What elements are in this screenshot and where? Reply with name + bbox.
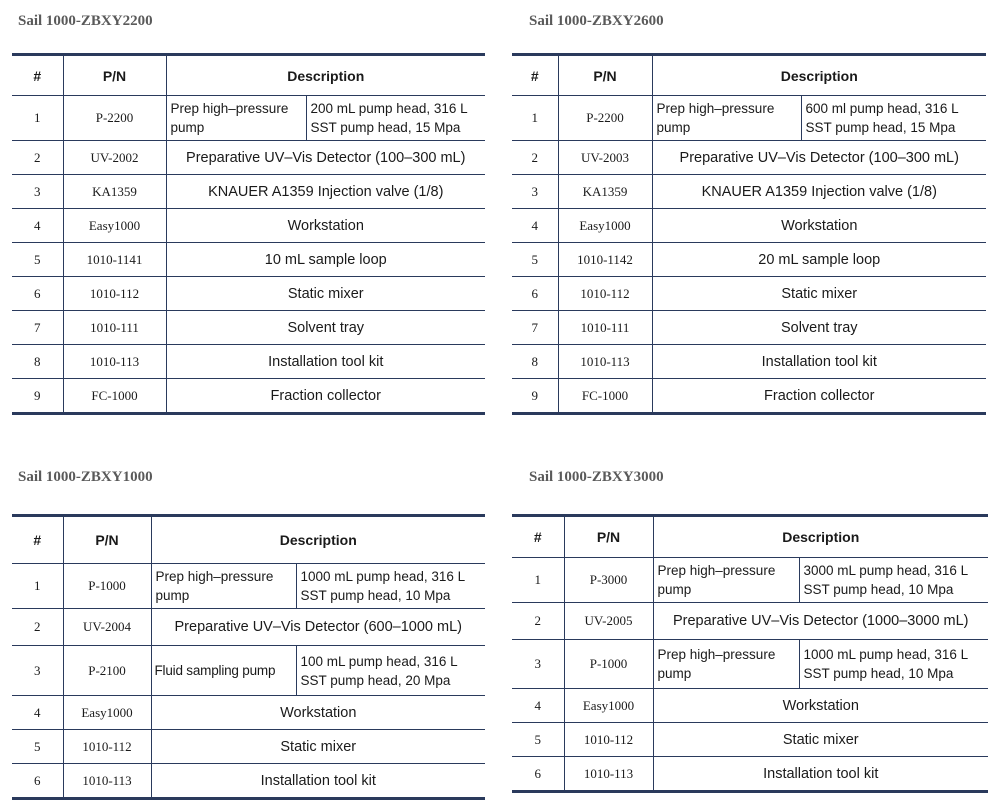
description: Installation tool kit bbox=[652, 345, 986, 379]
parts-block-zbxy2600 bbox=[512, 10, 986, 415]
description: Installation tool kit bbox=[151, 764, 485, 799]
row-number: 7 bbox=[34, 319, 41, 335]
part-number: 1010-112 bbox=[63, 730, 151, 764]
parts-block-zbxy2200 bbox=[12, 10, 485, 415]
row-number: 1 bbox=[531, 110, 538, 125]
description: Solvent tray bbox=[166, 311, 485, 345]
description: Preparative UV–Vis Detector (100–300 mL) bbox=[652, 141, 986, 175]
table-row bbox=[12, 764, 485, 799]
part-number: Easy1000 bbox=[63, 696, 151, 730]
row-number: 3 bbox=[34, 183, 41, 199]
part-number: Easy1000 bbox=[558, 209, 652, 243]
row-number: 6 bbox=[34, 285, 41, 301]
table-row bbox=[12, 564, 485, 609]
row-number: 1 bbox=[534, 572, 541, 587]
header-row bbox=[512, 55, 986, 96]
row-number: 5 bbox=[534, 731, 541, 747]
part-number: P-1000 bbox=[63, 564, 151, 609]
row-number: 4 bbox=[534, 697, 541, 713]
component-name: Prep high–pressure pump bbox=[166, 96, 306, 141]
part-number: P-2200 bbox=[558, 96, 652, 141]
table-row bbox=[12, 696, 485, 730]
header-description: Description bbox=[653, 516, 988, 558]
parts-table bbox=[12, 53, 485, 415]
component-spec: 600 ml pump head, 316 L SST pump head, 15 Mpa bbox=[801, 96, 986, 141]
table-row bbox=[12, 141, 485, 175]
description: Workstation bbox=[151, 696, 485, 730]
row-number: 1 bbox=[34, 578, 41, 593]
part-number: Easy1000 bbox=[564, 689, 653, 723]
description: 10 mL sample loop bbox=[166, 243, 485, 277]
row-number: 4 bbox=[531, 217, 538, 233]
component-spec: 1000 mL pump head, 316 L SST pump head, 10 Mpa bbox=[799, 640, 988, 689]
part-number: 1010-111 bbox=[63, 311, 166, 345]
part-number: P-3000 bbox=[564, 558, 653, 603]
part-number: KA1359 bbox=[558, 175, 652, 209]
part-number: Easy1000 bbox=[63, 209, 166, 243]
part-number: 1010-112 bbox=[564, 723, 653, 757]
table-row bbox=[512, 345, 986, 379]
header-part-number: P/N bbox=[564, 516, 653, 558]
table-row bbox=[512, 209, 986, 243]
description: Fraction collector bbox=[652, 379, 986, 414]
table-row bbox=[512, 96, 986, 141]
description: Workstation bbox=[166, 209, 485, 243]
part-number: FC-1000 bbox=[63, 379, 166, 414]
header-row bbox=[12, 516, 485, 564]
description: Preparative UV–Vis Detector (1000–3000 mL) bbox=[653, 603, 988, 640]
row-number: 6 bbox=[34, 772, 41, 788]
header-number: # bbox=[33, 532, 42, 548]
parts-table bbox=[12, 514, 485, 800]
table-row bbox=[512, 603, 988, 640]
component-name: Prep high–pressure pump bbox=[151, 564, 296, 609]
table-row bbox=[12, 345, 485, 379]
description: Installation tool kit bbox=[166, 345, 485, 379]
table-row bbox=[12, 96, 485, 141]
header-description: Description bbox=[652, 55, 986, 96]
header-part-number: P/N bbox=[63, 55, 166, 96]
description: Static mixer bbox=[652, 277, 986, 311]
description: 20 mL sample loop bbox=[652, 243, 986, 277]
component-name: Fluid sampling pump bbox=[151, 646, 296, 696]
component-spec: 200 mL pump head, 316 L SST pump head, 15 Mpa bbox=[306, 96, 485, 141]
row-number: 8 bbox=[34, 353, 41, 369]
table-row bbox=[512, 311, 986, 345]
part-number: 1010-113 bbox=[564, 757, 653, 792]
parts-block-zbxy1000 bbox=[12, 466, 485, 800]
header-row bbox=[12, 55, 485, 96]
part-number: KA1359 bbox=[63, 175, 166, 209]
table-row bbox=[12, 311, 485, 345]
header-row bbox=[512, 516, 988, 558]
description: Static mixer bbox=[653, 723, 988, 757]
part-number: 1010-113 bbox=[63, 345, 166, 379]
part-number: P-2100 bbox=[63, 646, 151, 696]
row-number: 2 bbox=[34, 619, 41, 634]
description: Preparative UV–Vis Detector (600–1000 mL) bbox=[151, 609, 485, 646]
part-number: 1010-112 bbox=[558, 277, 652, 311]
part-number: FC-1000 bbox=[558, 379, 652, 414]
table-title: Sail 1000-ZBXY1000 bbox=[18, 469, 153, 485]
header-part-number: P/N bbox=[558, 55, 652, 96]
description: KNAUER A1359 Injection valve (1/8) bbox=[166, 175, 485, 209]
row-number: 4 bbox=[34, 704, 41, 720]
row-number: 2 bbox=[534, 613, 541, 628]
table-title: Sail 1000-ZBXY2600 bbox=[529, 13, 664, 29]
part-number: 1010-1141 bbox=[63, 243, 166, 277]
header-part-number: P/N bbox=[63, 516, 151, 564]
description: KNAUER A1359 Injection valve (1/8) bbox=[652, 175, 986, 209]
table-row bbox=[512, 558, 988, 603]
table-row bbox=[512, 277, 986, 311]
part-number: 1010-113 bbox=[558, 345, 652, 379]
table-row bbox=[512, 379, 986, 414]
part-number: UV-2005 bbox=[564, 603, 653, 640]
row-number: 6 bbox=[534, 765, 541, 781]
table-row bbox=[12, 646, 485, 696]
description: Workstation bbox=[653, 689, 988, 723]
component-name: Prep high–pressure pump bbox=[653, 558, 799, 603]
table-row bbox=[12, 379, 485, 414]
table-title: Sail 1000-ZBXY3000 bbox=[529, 469, 664, 485]
table-row bbox=[12, 277, 485, 311]
table-row bbox=[512, 175, 986, 209]
table-row bbox=[12, 609, 485, 646]
header-description: Description bbox=[151, 516, 485, 564]
row-number: 9 bbox=[34, 387, 41, 403]
part-number: P-1000 bbox=[564, 640, 653, 689]
part-number: UV-2004 bbox=[63, 609, 151, 646]
component-spec: 1000 mL pump head, 316 L SST pump head, 10 Mpa bbox=[296, 564, 485, 609]
header-number: # bbox=[533, 529, 542, 545]
row-number: 1 bbox=[34, 110, 41, 125]
row-number: 7 bbox=[531, 319, 538, 335]
row-number: 3 bbox=[34, 662, 41, 678]
description: Workstation bbox=[652, 209, 986, 243]
row-number: 5 bbox=[531, 251, 538, 267]
component-spec: 3000 mL pump head, 316 L SST pump head, 10 Mpa bbox=[799, 558, 988, 603]
description: Static mixer bbox=[151, 730, 485, 764]
description: Solvent tray bbox=[652, 311, 986, 345]
component-spec: 100 mL pump head, 316 L SST pump head, 20 Mpa bbox=[296, 646, 485, 696]
row-number: 5 bbox=[34, 251, 41, 267]
table-row bbox=[512, 689, 988, 723]
description: Installation tool kit bbox=[653, 757, 988, 792]
table-row bbox=[512, 640, 988, 689]
table-row bbox=[512, 757, 988, 792]
description: Fraction collector bbox=[166, 379, 485, 414]
table-row bbox=[512, 243, 986, 277]
parts-table bbox=[512, 514, 988, 793]
part-number: 1010-111 bbox=[558, 311, 652, 345]
part-number: 1010-113 bbox=[63, 764, 151, 799]
table-title: Sail 1000-ZBXY2200 bbox=[18, 13, 153, 29]
header-number: # bbox=[33, 67, 42, 84]
table-row bbox=[512, 141, 986, 175]
header-description: Description bbox=[166, 55, 485, 96]
part-number: UV-2003 bbox=[558, 141, 652, 175]
row-number: 5 bbox=[34, 738, 41, 754]
row-number: 3 bbox=[531, 183, 538, 199]
row-number: 6 bbox=[531, 285, 538, 301]
table-row bbox=[12, 209, 485, 243]
table-row bbox=[12, 175, 485, 209]
part-number: P-2200 bbox=[63, 96, 166, 141]
description: Preparative UV–Vis Detector (100–300 mL) bbox=[166, 141, 485, 175]
row-number: 8 bbox=[531, 353, 538, 369]
row-number: 2 bbox=[34, 149, 41, 165]
row-number: 3 bbox=[534, 656, 541, 671]
table-row bbox=[512, 723, 988, 757]
table-row bbox=[12, 243, 485, 277]
row-number: 4 bbox=[34, 217, 41, 233]
header-number: # bbox=[530, 67, 539, 84]
part-number: 1010-1142 bbox=[558, 243, 652, 277]
part-number: UV-2002 bbox=[63, 141, 166, 175]
row-number: 9 bbox=[531, 387, 538, 403]
part-number: 1010-112 bbox=[63, 277, 166, 311]
parts-table bbox=[512, 53, 986, 415]
row-number: 2 bbox=[531, 149, 538, 165]
description: Static mixer bbox=[166, 277, 485, 311]
component-name: Prep high–pressure pump bbox=[652, 96, 801, 141]
parts-block-zbxy3000 bbox=[512, 466, 988, 793]
component-name: Prep high–pressure pump bbox=[653, 640, 799, 689]
table-row bbox=[12, 730, 485, 764]
